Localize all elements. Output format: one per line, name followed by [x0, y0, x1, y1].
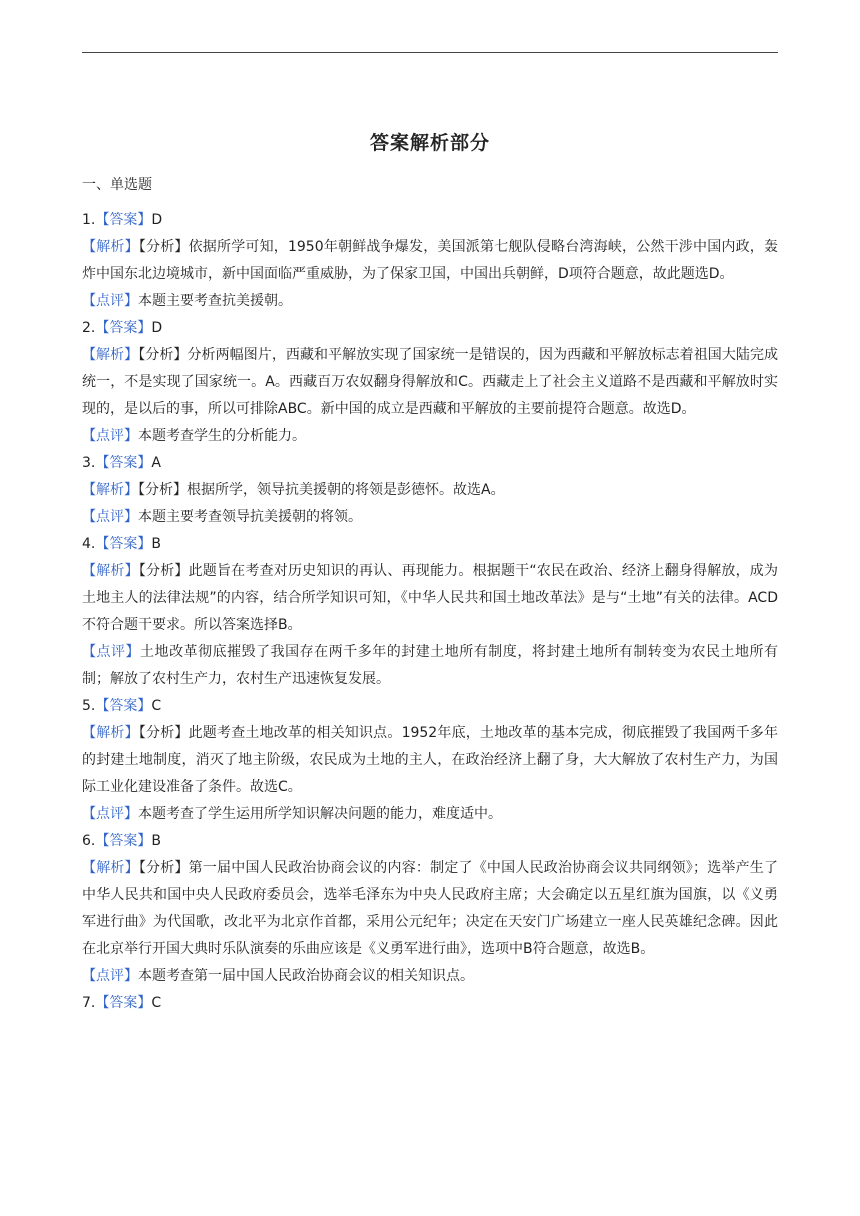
analysis-block: 【解析】【分析】此题考查土地改革的相关知识点。1952年底，土地改革的基本完成，彻底摧毁了我国两千多年的封建土地制度，消灭了地主阶级，农民成为土地的主人，在政治经济上翻了身，大大解放了农村生产力，为国际工业化建设准备了条件。故选C。: [82, 725, 778, 795]
answer-line: 3.【答案】A: [82, 455, 161, 471]
answer-line: 1.【答案】D: [82, 212, 163, 228]
comment-block: 【点评】本题考查学生的分析能力。: [82, 428, 306, 444]
comment-block: 【点评】土地改革彻底摧毁了我国存在两千多年的封建土地所有制度，将封建土地所有制转变为农民土地所有制；解放了农村生产力，农村生产迅速恢复发展。: [82, 644, 779, 687]
analysis-block: 【解析】【分析】分析两幅图片，西藏和平解放实现了国家统一是错误的，因为西藏和平解放标志着祖国大陆完成统一，不是实现了国家统一。A。西藏百万农奴翻身得解放和C。西藏走上了社会主义道路不是西藏和平解放时实现的，是以后的事，所以可排除ABC。新中国的成立是西藏和平解放的主要前提符合题意。故选D。: [82, 347, 779, 417]
answer-line: 7.【答案】C: [82, 995, 162, 1011]
comment-block: 【点评】本题主要考查抗美援朝。: [82, 293, 292, 309]
analysis-block: 【解析】【分析】根据所学，领导抗美援朝的将领是彭德怀。故选A。: [82, 482, 505, 498]
header-rule: [82, 52, 778, 53]
answer-line: 6.【答案】B: [82, 833, 161, 849]
analysis-block: 【解析】【分析】第一届中国人民政治协商会议的内容：制定了《中国人民政治协商会议共同纲领》；选举产生了中华人民共和国中央人民政府委员会，选举毛泽东为中央人民政府主席；大会确定以五星红旗为国旗，以《义勇军进行曲》为代国歌，改北平为北京作首都，采用公元纪年；决定在天安门广场建立一座人民英雄纪念碑。因此在北京举行开国大典时乐队演奏的乐曲应该是《义勇军进行曲》，选项中B符合题意，故选B。: [82, 860, 779, 957]
analysis-block: 【解析】【分析】此题旨在考查对历史知识的再认、再现能力。根据题干“农民在政治、经济上翻身得解放，成为土地主人的法律法规”的内容，结合所学知识可知，《中华人民共和国土地改革法》是与“土地”有关的法律。ACD不符合题干要求。所以答案选择B。: [82, 563, 778, 633]
answer-line: 2.【答案】D: [82, 320, 163, 336]
comment-block: 【点评】本题考查了学生运用所学知识解决问题的能力，难度适中。: [82, 806, 502, 822]
answer-line: 5.【答案】C: [82, 698, 162, 714]
comment-block: 【点评】本题主要考查领导抗美援朝的将领。: [82, 509, 362, 525]
analysis-block: 【解析】【分析】依据所学可知，1950年朝鲜战争爆发，美国派第七舰队侵略台湾海峡，公然干涉中国内政，轰炸中国东北边境城市，新中国面临严重威胁，为了保家卫国，中国出兵朝鲜，D项符合题意，故此题选D。: [82, 239, 778, 282]
comment-block: 【点评】本题考查第一届中国人民政治协商会议的相关知识点。: [82, 968, 474, 984]
page-title: 答案解析部分: [369, 132, 490, 154]
answer-line: 4.【答案】B: [82, 536, 161, 552]
answer-list: [82, 207, 778, 1017]
section-heading: 一、单选题: [82, 177, 152, 193]
